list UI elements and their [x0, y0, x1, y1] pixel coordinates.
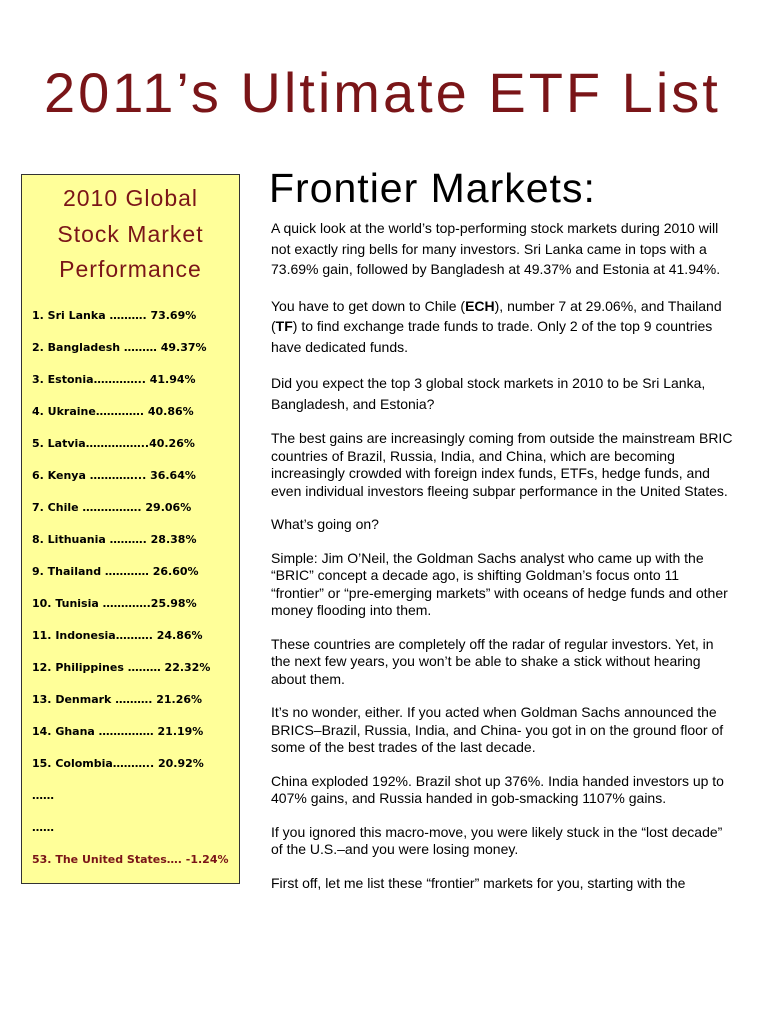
- list-item: 1. Sri Lanka ………. 73.69%: [32, 308, 197, 322]
- list-item: 6. Kenya …………... 36.64%: [32, 468, 196, 482]
- paragraph: It’s no wonder, either. If you acted when Goldman Sachs announced the BRICS–Brazil, Russia, India, and China- you got in on the ground floor of some of the best trades of the last decade.: [271, 704, 724, 755]
- paragraph: If you ignored this macro-move, you were likely stuck in the “lost decade” of the U.S.–and you were losing money.: [271, 823, 723, 857]
- paragraph: Did you expect the top 3 global stock markets in 2010 to be Sri Lanka, Bangladesh, and Estonia?: [271, 375, 706, 412]
- section-heading: Frontier Markets:: [269, 165, 596, 211]
- list-item: 12. Philippines ……… 22.32%: [32, 660, 211, 674]
- ticker-tf: TF: [275, 318, 293, 334]
- list-item: 14. Ghana …………… 21.19%: [32, 724, 204, 738]
- list-item: 5. Latvia……………..40.26%: [32, 436, 195, 450]
- paragraph: The best gains are increasingly coming from outside the mainstream BRIC countries of Brazil, Russia, India, and China, which are becoming increasingly crowded with foreign index funds, ETFs, hedge funds, and even individual investors fleeing subpar performance in the United States.: [271, 430, 733, 499]
- stock-performance-sidebar: [21, 174, 240, 884]
- paragraph: China exploded 192%. Brazil shot up 376%. India handed investors up to 407% gains, and Russia handed in gob-smacking 1107% gains.: [271, 772, 724, 806]
- list-item: 4. Ukraine…………. 40.86%: [32, 404, 194, 418]
- paragraph: Simple: Jim O’Neil, the Goldman Sachs analyst who came up with the “BRIC” concept a decade ago, is shifting Goldman’s focus onto 11 “frontier” or “pre-emerging markets” with oceans of hedge funds and other money flooding into them.: [271, 549, 728, 618]
- page-title: 2011’s Ultimate ETF List: [44, 61, 721, 124]
- sidebar-heading: 2010 Global Stock Market Performance: [57, 185, 204, 282]
- list-item: 9. Thailand ………… 26.60%: [32, 564, 199, 578]
- ellipsis-row: ……: [32, 820, 54, 834]
- list-item: 3. Estonia………….. 41.94%: [32, 372, 196, 386]
- list-item: 11. Indonesia………. 24.86%: [32, 628, 203, 642]
- list-item: 8. Lithuania ………. 28.38%: [32, 532, 197, 546]
- paragraph-etf-tickers: [271, 296, 733, 358]
- paragraph: What’s going on?: [271, 516, 379, 532]
- ticker-ech: ECH: [465, 297, 495, 314]
- united-states-row: 53. The United States…. -1.24%: [32, 852, 229, 866]
- paragraph: First off, let me list these “frontier” markets for you, starting with the: [271, 874, 686, 891]
- text-span: You have to get down to Chile (: [271, 297, 466, 314]
- article-body: [271, 218, 733, 908]
- paragraph: These countries are completely off the radar of regular investors. Yet, in the next few years, you won’t be able to shake a stick without hearing about them.: [271, 635, 714, 687]
- text-span: ), number 7 at 29.06%, and Thailand (: [271, 297, 722, 334]
- list-item: 15. Colombia……….. 20.92%: [32, 756, 204, 770]
- paragraph: A quick look at the world’s top-performing stock markets during 2010 will not exactly ring bells for many investors. Sri Lanka came in tops with a 73.69% gain, followed by Bangladesh at 49.37% and Estonia at 41.94%.: [271, 220, 721, 277]
- list-item: 13. Denmark ………. 21.26%: [32, 692, 203, 706]
- list-item: 2. Bangladesh ……… 49.37%: [32, 340, 207, 354]
- ellipsis-row: ……: [32, 788, 54, 802]
- list-item: 10. Tunisia ………….25.98%: [32, 596, 197, 610]
- rankings-list: [22, 300, 239, 876]
- text-span: ) to find exchange trade funds to trade. Only 2 of the top 9 countries have dedicated funds.: [271, 318, 713, 355]
- list-item: 7. Chile ……………. 29.06%: [32, 500, 192, 514]
